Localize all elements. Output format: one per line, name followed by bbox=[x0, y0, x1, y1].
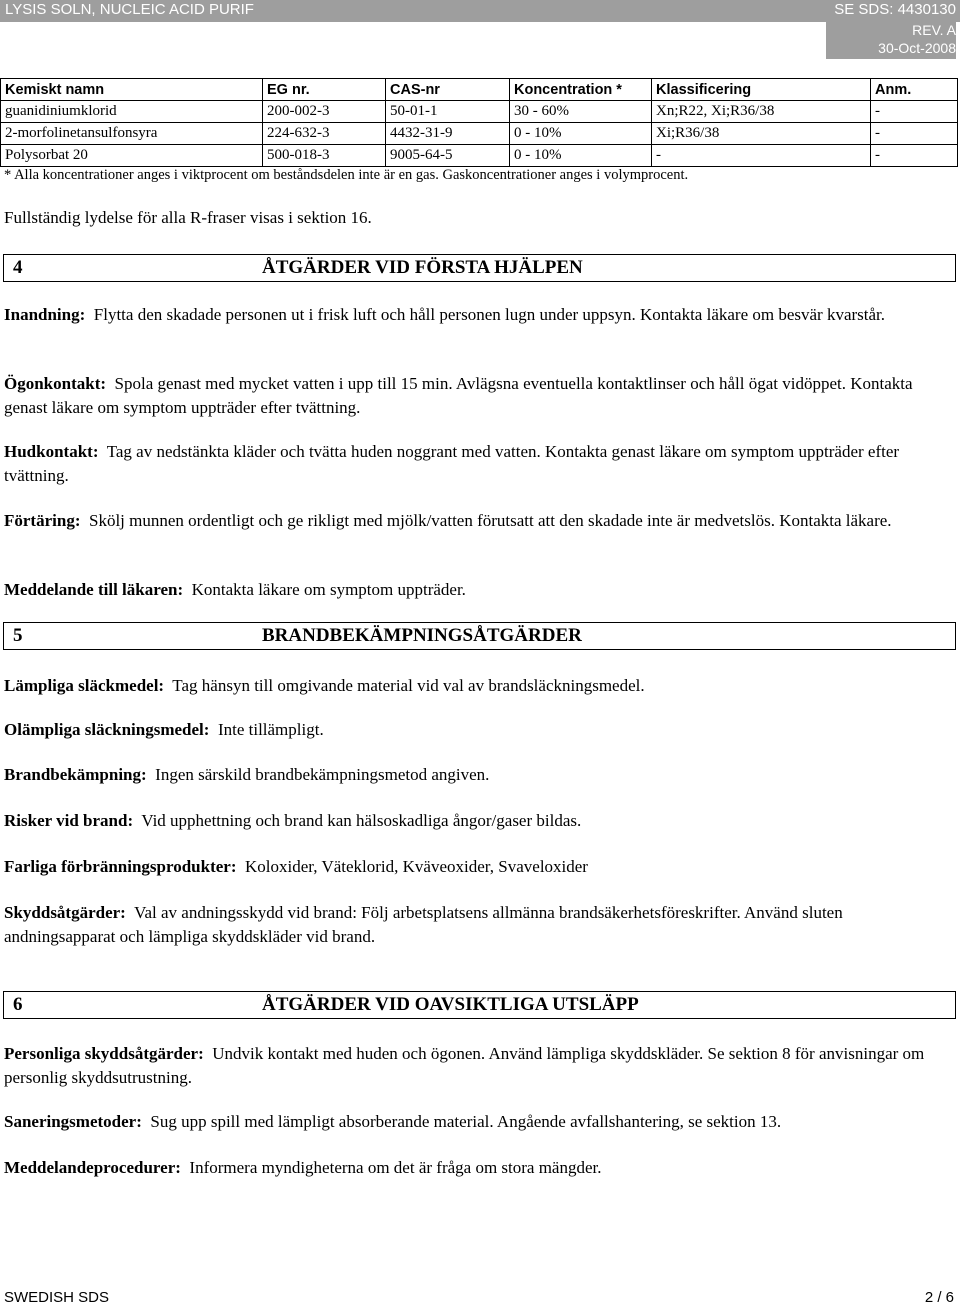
sds-number: SE SDS: 4430130 bbox=[834, 1, 956, 18]
field-value: Spola genast med mycket vatten i upp till 15 min. Avlägsna eventuella kontaktlinser och håll ögat vidöppet. Kontakta genast läkare om symptom uppträder efter tvättning. bbox=[4, 374, 913, 417]
table-cell: 9005-64-5 bbox=[386, 145, 510, 167]
document-header bbox=[0, 0, 960, 22]
field-label: Hudkontakt: bbox=[4, 442, 99, 461]
first-aid-inhalation bbox=[4, 303, 954, 327]
section-number: 4 bbox=[13, 257, 23, 278]
fire-hazards bbox=[4, 809, 954, 833]
table-cell: 500-018-3 bbox=[263, 145, 386, 167]
field-value: Tag hänsyn till omgivande material vid val av brandsläckningsmedel. bbox=[172, 676, 645, 695]
table-cell: 0 - 10% bbox=[510, 123, 652, 145]
table-cell: 224-632-3 bbox=[263, 123, 386, 145]
field-label: Skyddsåtgärder: bbox=[4, 903, 126, 922]
field-value: Val av andningsskydd vid brand: Följ arbetsplatsens allmänna brandsäkerhetsföreskrifter. Använd sluten andningsapparat och lämpliga skyddskläder vid brand. bbox=[4, 903, 843, 946]
field-value: Ingen särskild brandbekämpningsmetod angiven. bbox=[155, 765, 490, 784]
column-header: Anm. bbox=[871, 79, 958, 101]
column-header: Kemiskt namn bbox=[1, 79, 263, 101]
unsuitable-extinguishing-media bbox=[4, 718, 954, 742]
footer-label: SWEDISH SDS bbox=[4, 1289, 110, 1306]
table-cell: 0 - 10% bbox=[510, 145, 652, 167]
field-label: Brandbekämpning: bbox=[4, 765, 147, 784]
section-title: ÅTGÄRDER VID FÖRSTA HJÄLPEN bbox=[262, 257, 583, 278]
field-label: Ögonkontakt: bbox=[4, 374, 107, 393]
revision-date: 30-Oct-2008 bbox=[826, 40, 956, 59]
table-row bbox=[1, 145, 958, 167]
table-cell: 4432-31-9 bbox=[386, 123, 510, 145]
first-aid-skin-contact bbox=[4, 440, 954, 488]
personal-precautions bbox=[4, 1042, 954, 1090]
field-label: Farliga förbränningsprodukter: bbox=[4, 857, 237, 876]
section-number: 6 bbox=[13, 994, 23, 1015]
table-cell: 200-002-3 bbox=[263, 101, 386, 123]
table-cell: 50-01-1 bbox=[386, 101, 510, 123]
product-name: LYSIS SOLN, NUCLEIC ACID PURIF bbox=[5, 1, 254, 18]
document-footer bbox=[0, 1288, 960, 1307]
field-label: Lämpliga släckmedel: bbox=[4, 676, 165, 695]
cleanup-methods bbox=[4, 1110, 954, 1134]
field-value: Vid upphettning och brand kan hälsoskadliga ångor/gaser bildas. bbox=[141, 811, 582, 830]
table-cell: 30 - 60% bbox=[510, 101, 652, 123]
field-value: Skölj munnen ordentligt och ge rikligt med mjölk/vatten förutsatt att den skadade inte är medvetslös. Kontakta läkare. bbox=[88, 511, 892, 530]
table-cell: Xn;R22, Xi;R36/38 bbox=[652, 101, 871, 123]
table-cell: 2-morfolinetansulfonsyra bbox=[1, 123, 263, 145]
table-cell: - bbox=[652, 145, 871, 167]
field-label: Meddelandeprocedurer: bbox=[4, 1158, 181, 1177]
section-4-heading bbox=[3, 254, 956, 282]
protective-measures bbox=[4, 901, 954, 949]
field-label: Meddelande till läkaren: bbox=[4, 580, 184, 599]
section-title: BRANDBEKÄMPNINGSÅTGÄRDER bbox=[262, 625, 582, 646]
field-label: Saneringsmetoder: bbox=[4, 1112, 142, 1131]
column-header: Koncentration * bbox=[510, 79, 652, 101]
notification-procedures bbox=[4, 1156, 954, 1180]
field-value: Sug upp spill med lämpligt absorberande material. Angående avfallshantering, se sektion 13. bbox=[150, 1112, 782, 1131]
section-6-heading bbox=[3, 991, 956, 1019]
rphrases-note: Fullständig lydelse för alla R-fraser visas i sektion 16. bbox=[4, 208, 372, 227]
section-number: 5 bbox=[13, 625, 23, 646]
table-cell: guanidiniumklorid bbox=[1, 101, 263, 123]
field-label: Olämpliga släckningsmedel: bbox=[4, 720, 210, 739]
field-value: Undvik kontakt med huden och ögonen. Använd lämpliga skyddskläder. Se sektion 8 för anvisningar om personlig skyddsutrustning. bbox=[4, 1044, 925, 1087]
hazardous-combustion-products bbox=[4, 855, 954, 879]
table-cell: Xi;R36/38 bbox=[652, 123, 871, 145]
first-aid-ingestion bbox=[4, 509, 954, 533]
suitable-extinguishing-media bbox=[4, 674, 954, 698]
field-value: Koloxider, Väteklorid, Kväveoxider, Svaveloxider bbox=[245, 857, 588, 876]
section-5-heading bbox=[3, 622, 956, 650]
note-to-physician bbox=[4, 578, 954, 602]
section-title: ÅTGÄRDER VID OAVSIKTLIGA UTSLÄPP bbox=[262, 994, 639, 1015]
field-value: Tag av nedstänkta kläder och tvätta huden noggrant med vatten. Kontakta genast läkare om symptom uppträder efter tvättning. bbox=[4, 442, 900, 485]
field-value: Informera myndigheterna om det är fråga om stora mängder. bbox=[189, 1158, 602, 1177]
table-cell: Polysorbat 20 bbox=[1, 145, 263, 167]
fire-fighting bbox=[4, 763, 954, 787]
first-aid-eye-contact bbox=[4, 372, 954, 420]
field-label: Inandning: bbox=[4, 305, 86, 324]
field-value: Kontakta läkare om symptom uppträder. bbox=[191, 580, 466, 599]
table-row bbox=[1, 101, 958, 123]
field-label: Risker vid brand: bbox=[4, 811, 134, 830]
field-label: Förtäring: bbox=[4, 511, 81, 530]
column-header: CAS-nr bbox=[386, 79, 510, 101]
page-number: 2 / 6 bbox=[924, 1289, 954, 1306]
table-header-row bbox=[1, 79, 958, 101]
column-header: EG nr. bbox=[263, 79, 386, 101]
field-value: Flytta den skadade personen ut i frisk luft och håll personen lugn under uppsyn. Kontakta läkare om besvär kvarstår. bbox=[93, 305, 886, 324]
table-cell: - bbox=[871, 123, 958, 145]
composition-table bbox=[0, 78, 958, 167]
concentration-footnote: * Alla koncentrationer anges i viktprocent om beståndsdelen inte är en gas. Gaskoncentrationer anges i volymprocent. bbox=[4, 167, 689, 183]
revision: REV. A bbox=[826, 22, 956, 41]
column-header: Klassificering bbox=[652, 79, 871, 101]
field-label: Personliga skyddsåtgärder: bbox=[4, 1044, 204, 1063]
table-row bbox=[1, 123, 958, 145]
table-cell: - bbox=[871, 145, 958, 167]
table-cell: - bbox=[871, 101, 958, 123]
field-value: Inte tillämpligt. bbox=[217, 720, 324, 739]
